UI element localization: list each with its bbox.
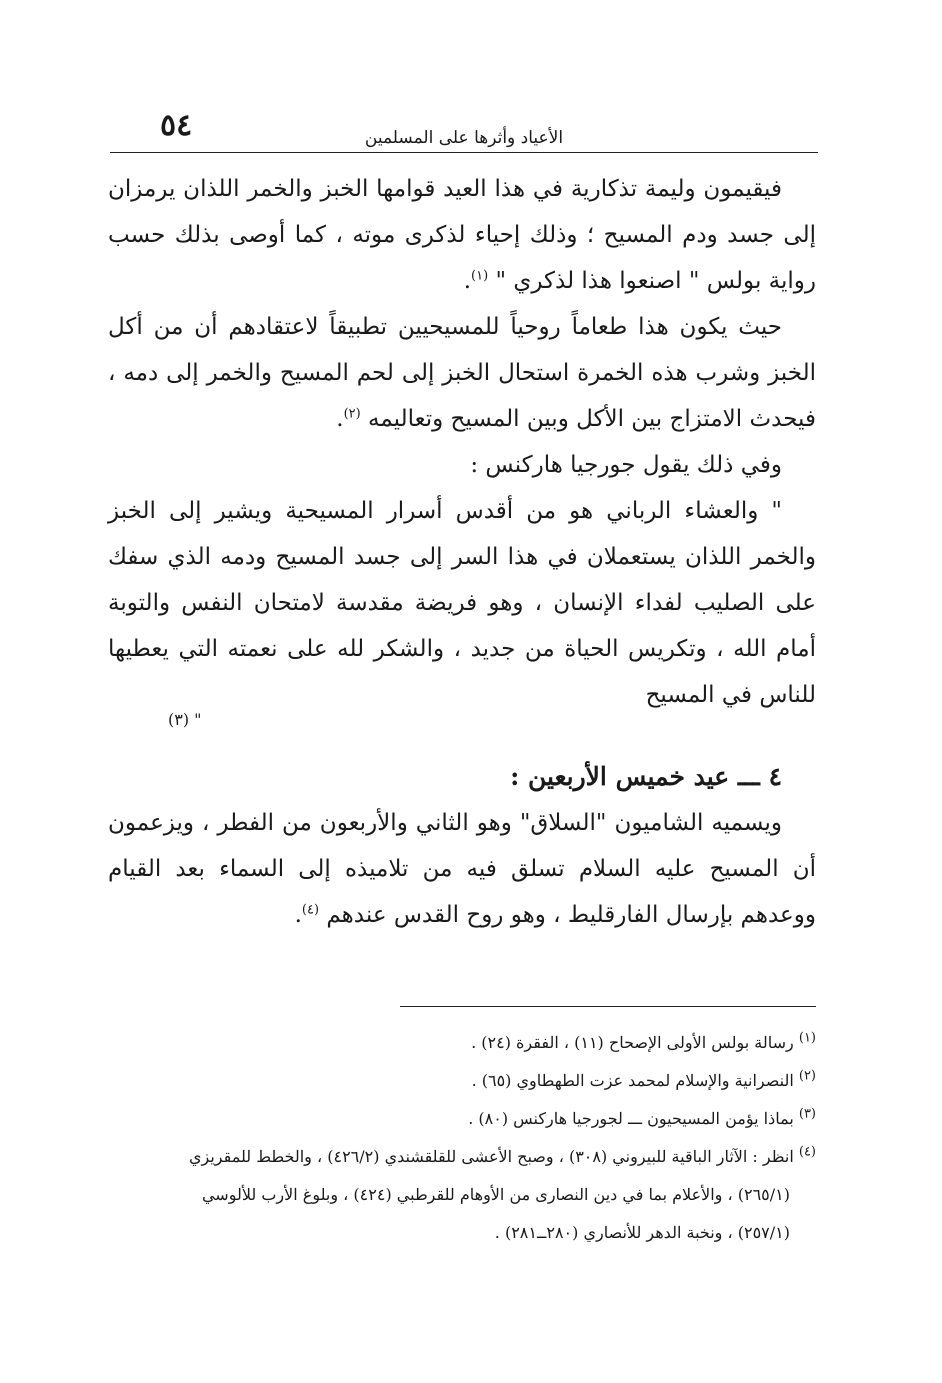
footnote-2-text: النصرانية والإسلام لمحمد عزت الطهطاوي (٦٥) . (471, 1071, 794, 1090)
running-title: الأعياد وأثرها على المسلمين (364, 128, 564, 148)
footnote-divider (400, 1006, 816, 1007)
footnote-1 (108, 1024, 816, 1062)
quote-end-ref: " (٣) (168, 710, 202, 729)
footnote-1-text: رسالة بولس الأولى الإصحاح (١١) ، الفقرة (٢٤) . (471, 1033, 794, 1052)
footnote-2 (108, 1062, 816, 1100)
paragraph-3: وفي ذلك يقول جورجيا هاركنس : (470, 452, 782, 478)
paragraph-1-text: فيقيمون وليمة تذكارية في هذا العيد قوامها الخبز والخمر اللذان يرمزان إلى جسد ودم المسيح ؛ وذلك إحياء لذكرى موته ، كما أوصى بذلك حسب رواية بولس " اصنعوا هذا لذكري " (108, 176, 816, 294)
footnote-4-line-1: انظر : الآثار الباقية للبيروني (٣٠٨) ، وصبح الأعشى للقلقشندي (٤٢٦/٢) ، والخطط للمقريزي (188, 1147, 794, 1166)
footnote-3-text: بماذا يؤمن المسيحيون ـــ لجورجيا هاركنس (٨٠) . (468, 1109, 794, 1128)
paragraph-4: ويسميه الشاميون "السلاق" وهو الثاني والأربعون من الفطر ، ويزعمون أن المسيح عليه السلام تسلق فيه من تلاميذه إلى السماء بعد القيام ووعدهم بإرسال الفارقليط ، وهو روح القدس عندهم $^{(٤)}$. (108, 810, 816, 928)
footnote-4-line-2: (٢٦٥/١) ، والأعلام بما في دين النصارى من الأوهام للقرطبي (٤٢٤) ، وبلوغ الأرب للألوسي (201, 1185, 790, 1204)
footnotes (108, 1024, 816, 1252)
paragraph-2: حيث يكون هذا طعاماً روحياً للمسيحيين تطبيقاً لاعتقادهم أن من أكل الخبز وشرب هذه الخمرة استحال الخبز إلى لحم المسيح والخمر إلى دمه ، فيحدث الامتزاج بين الأكل وبين المسيح وتعاليمه $^{(٢)}$. (108, 314, 816, 432)
main-text (108, 166, 816, 938)
page-header (110, 108, 818, 154)
paragraph-1: فيقيمون وليمة تذكارية في هذا العيد قوامها الخبز والخمر اللذان يرمزان إلى جسد ودم المسيح ؛ وذلك إحياء لذكرى موته ، كما أوصى بذلك حسب رواية بولس " اصنعوا هذا لذكري " $^{(١)}$. (108, 176, 816, 294)
footnote-3-mark: (٣) (798, 1106, 816, 1122)
section-heading: ٤ ـــ عيد خميس الأربعين : (510, 762, 782, 791)
footnote-ref-2: (٢) (343, 406, 361, 422)
footnote-ref-4: (٤) (301, 902, 320, 918)
footnote-3 (108, 1100, 816, 1138)
footnote-4-mark: (٤) (798, 1144, 816, 1160)
footnote-ref-1: (١) (471, 268, 489, 284)
footnote-4 (108, 1138, 816, 1176)
quote-paragraph (108, 488, 816, 730)
footnote-2-mark: (٢) (798, 1068, 816, 1084)
page-number: ٥٤ (160, 108, 193, 143)
paragraph-2-text: حيث يكون هذا طعاماً روحياً للمسيحيين تطبيقاً لاعتقادهم أن من أكل الخبز وشرب هذه الخمرة استحال الخبز إلى لحم المسيح والخمر إلى دمه ، فيحدث الامتزاج بين الأكل وبين المسيح وتعاليمه (108, 314, 816, 432)
quote-text: " والعشاء الرباني هو من أقدس أسرار المسيحية ويشير إلى الخبز والخمر اللذان يستعملان في هذا السر إلى جسد المسيح ودمه الذي سفك على الصليب لفداء الإنسان ، وهو فريضة مقدسة لامتحان النفس والتوبة أمام الله ، وتكريس الحياة من جديد ، والشكر لله على نعمته التي يعطيها للناس في المسيح (108, 498, 816, 708)
header-divider (110, 152, 818, 153)
footnote-4-line-3: (٢٥٧/١) ، ونخبة الدهر للأنصاري (٢٨٠ــ٢٨١) . (494, 1223, 790, 1242)
paragraph-4-text: ويسميه الشاميون "السلاق" وهو الثاني والأربعون من الفطر ، ويزعمون أن المسيح عليه السلام تسلق فيه من تلاميذه إلى السماء بعد القيام ووعدهم بإرسال الفارقليط ، وهو روح القدس عندهم (108, 810, 816, 928)
footnote-1-mark: (١) (798, 1030, 816, 1046)
